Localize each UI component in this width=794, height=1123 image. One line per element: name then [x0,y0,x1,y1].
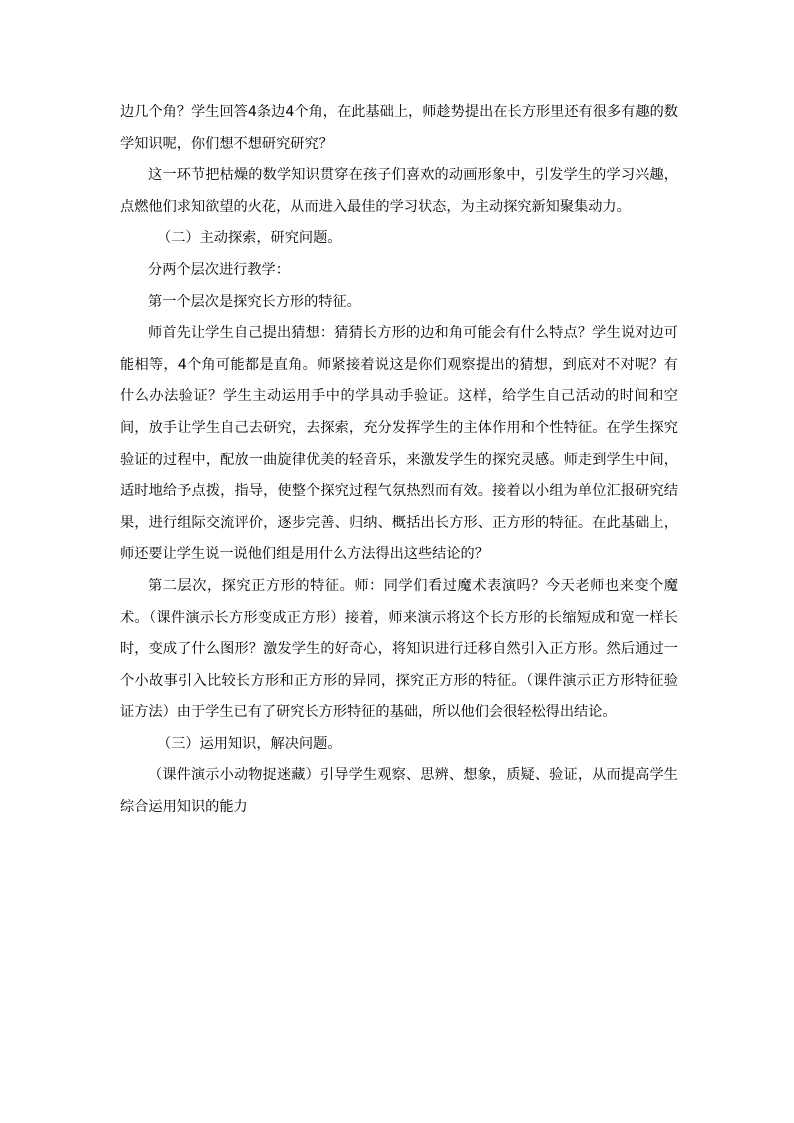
paragraph-application: （课件演示小动物捉迷藏）引导学生观察、思辨、想象，质疑、验证，从而提高学生综合运用知识的能力 [120,767,678,816]
section-heading-3: （三）运用知识，解决问题。 [157,735,342,752]
paragraph-level-2-body: 第二层次，探究正方形的特征。师：同学们看过魔术表演吗？今天老师也来变个魔术。（课件演示长方形变成正方形）接着，师来演示将这个长方形的长缩短成和宽一样长时，变成了什么图形？激发学生的好奇心，将知识进行迁移自然引入正方形。然后通过一个小故事引入比较长方形和正方形的异同，探究正方形的特征。（课件演示正方形特征验证方法）由于学生已有了研究长方形特征的基础，所以他们会很轻松得出结论。 [120,577,678,721]
paragraph-level-1-title: 第一个层次是探究长方形的特征。 [148,293,361,310]
paragraph-levels-intro: 分两个层次进行教学： [148,261,290,278]
paragraph-continuation: 边几个角？学生回答4条边4个角，在此基础上，师趁势提出在长方形里还有很多有趣的数学知识呢，你们想不想研究研究？ [120,104,678,152]
section-heading-2: （二）主动探索，研究问题。 [157,230,342,247]
paragraph-level-1-body: 师首先让学生自己提出猜想：猜猜长方形的边和角可能会有什么特点？学生说对边可能相等，4个角可能都是直角。师紧接着说这是你们观察提出的猜想，到底对不对呢？有什么办法验证？学生主动运用手中的学具动手验证。这样，给学生自己活动的时间和空间，放手让学生自己去研究，去探索，充分发挥学生的主体作用和个性特征。在学生探究验证的过程中，配放一曲旋律优美的轻音乐，来激发学生的探究灵感。师走到学生中间，适时地给予点拨，指导，使整个探究过程气氛热烈而有效。接着以小组为单位汇报研究结果，进行组际交流评价，逐步完善、归纳、概括出长方形、正方形的特征。在此基础上，师还要让学生说一说他们组是用什么方法得出这些结论的？ [120,325,678,563]
document-page [120,97,678,824]
paragraph-summary: 这一环节把枯燥的数学知识贯穿在孩子们喜欢的动画形象中，引发学生的学习兴趣，点燃他们求知欲望的火花，从而进入最佳的学习状态，为主动探究新知聚集动力。 [120,167,678,215]
